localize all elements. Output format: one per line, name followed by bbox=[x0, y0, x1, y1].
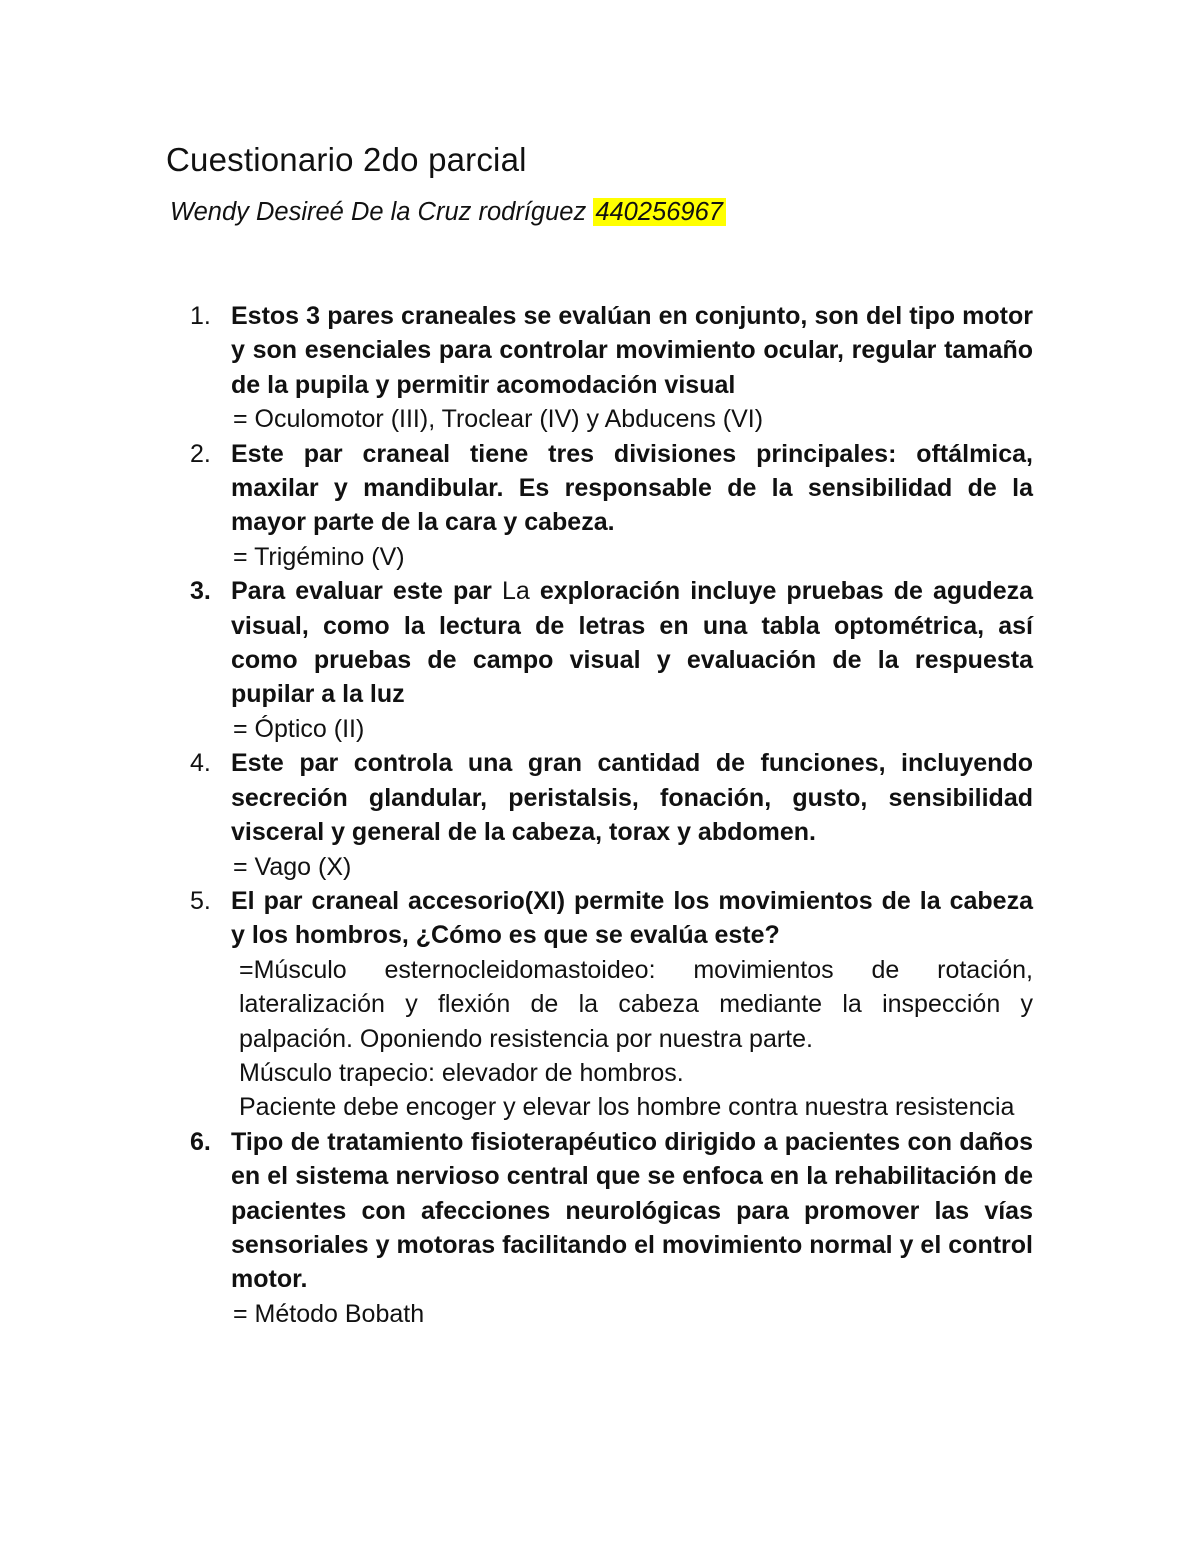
question-item-6 bbox=[190, 1125, 1033, 1331]
question-number: 4. bbox=[190, 749, 211, 778]
answer-text: =Músculo esternocleidomastoideo: movimientos de rotación, lateralización y flexión de la cabeza mediante la inspección y palpación. Oponiendo resistencia por nuestra parte. bbox=[239, 955, 1033, 1053]
question-text: Estos 3 pares craneales se evalúan en conjunto, son del tipo motor y son esenciales para controlar movimiento ocular, regular tamaño de la pupila y permitir acomodación visual bbox=[231, 302, 1033, 399]
author-name: Wendy Desireé De la Cruz rodríguez bbox=[170, 198, 587, 226]
answer-text: = Trigémino (V) bbox=[233, 542, 405, 571]
question-text: Este par craneal tiene tres divisiones principales: oftálmica, maxilar y mandibular. Es responsable de la sensibilidad de la mayor parte de la cara y cabeza. bbox=[231, 439, 1033, 537]
question-item-2 bbox=[190, 437, 1033, 575]
answer-text: Paciente debe encoger y elevar los hombre contra nuestra resistencia bbox=[239, 1093, 1015, 1122]
question-item-5 bbox=[190, 884, 1033, 1125]
question-number: 5. bbox=[190, 886, 211, 915]
answer-text: = Vago (X) bbox=[233, 852, 352, 881]
question-text-part: exploración incluye pruebas de agudeza visual, como la lectura de letras en una tabla optométrica, así como pruebas de campo visual y evaluación de la respuesta pupilar a la luz bbox=[231, 577, 1034, 709]
answer-text: = Oculomotor (III), Troclear (IV) y Abducens (VI) bbox=[233, 405, 764, 434]
answer-text: = Óptico (II) bbox=[233, 714, 365, 743]
question-text bbox=[231, 574, 1033, 712]
question-list bbox=[190, 299, 1033, 1331]
document-title: Cuestionario 2do parcial bbox=[166, 141, 527, 178]
question-text: Tipo de tratamiento fisioterapéutico dirigido a pacientes con daños en el sistema nervioso central que se enfoca en la rehabilitación de pacientes con afecciones neurológicas para promover las vías sensoriales y motoras facilitando el movimiento normal y el control motor. bbox=[231, 1127, 1033, 1294]
question-number: 1. bbox=[190, 302, 211, 330]
student-id-highlight: 440256967 bbox=[593, 198, 726, 226]
question-text-part: Para evaluar este par bbox=[231, 577, 492, 606]
question-number: 3. bbox=[190, 577, 211, 606]
answer-text: = Método Bobath bbox=[233, 1299, 425, 1328]
question-text: Este par controla una gran cantidad de funciones, incluyendo secreción glandular, peristalsis, fonación, gusto, sensibilidad visceral y general de la cabeza, torax y abdomen. bbox=[231, 749, 1033, 847]
question-item-1 bbox=[190, 299, 1033, 437]
question-item-3 bbox=[190, 574, 1033, 746]
author-line bbox=[170, 198, 726, 227]
answer-text: Músculo trapecio: elevador de hombros. bbox=[239, 1058, 684, 1087]
question-number: 6. bbox=[190, 1127, 211, 1156]
question-text-part: La bbox=[491, 577, 540, 606]
question-item-4 bbox=[190, 746, 1033, 884]
question-text: El par craneal accesorio(XI) permite los movimientos de la cabeza y los hombros, ¿Cómo es que se evalúa este? bbox=[231, 886, 1033, 950]
question-number: 2. bbox=[190, 439, 211, 468]
